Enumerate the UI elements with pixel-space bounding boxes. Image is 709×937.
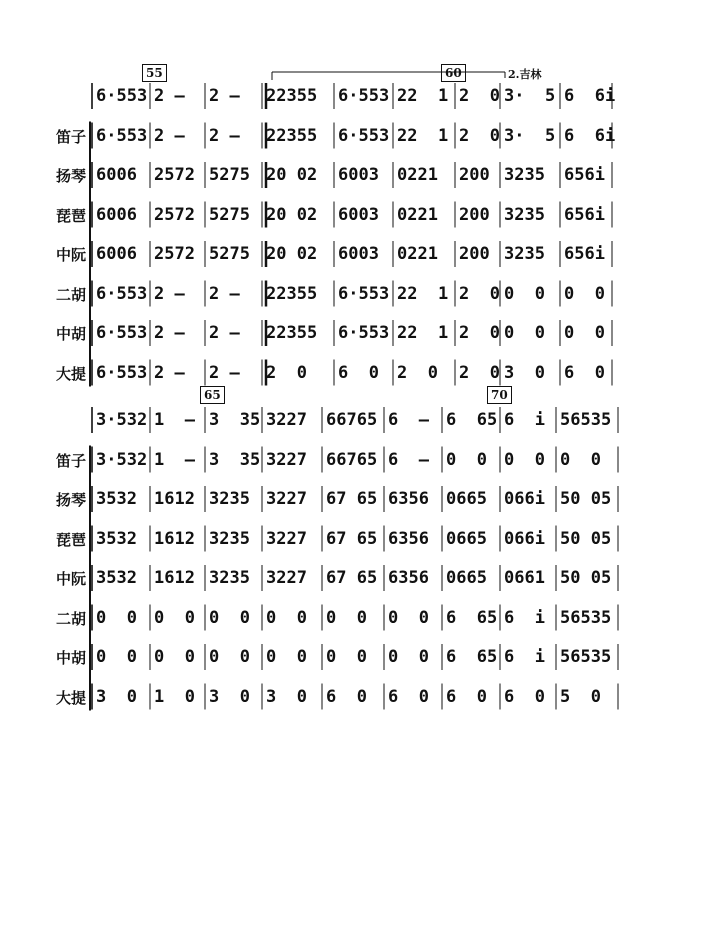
measure-notes: 6 6i: [564, 125, 616, 146]
rehearsal-mark-65: 65: [200, 386, 225, 404]
measure-notes: 0 0: [209, 647, 250, 667]
measure-notes: 3 35: [209, 410, 261, 430]
measure-notes: 22355: [266, 86, 318, 106]
measure-notes: 6 i: [504, 607, 545, 628]
measure-notes: 2 –: [154, 362, 185, 383]
measure-notes: 1612: [154, 528, 195, 549]
measure-notes: 6·553: [96, 125, 148, 146]
measure-notes: 3227: [266, 568, 307, 588]
measure-notes: 200: [459, 204, 490, 225]
measure-notes: 50 05: [560, 568, 612, 588]
measure-notes: 3235: [504, 244, 545, 264]
measure-notes: 3·532: [96, 449, 148, 470]
measure-notes: 6 –: [388, 410, 429, 430]
measure-notes: 3227: [266, 489, 307, 509]
part-label: 大提: [55, 364, 86, 383]
measure-notes: 5 0: [560, 686, 601, 707]
measure-notes: 6003: [338, 244, 379, 264]
measure-notes: 67 65: [326, 489, 378, 509]
measure-notes: 6·553: [338, 125, 390, 146]
measure-notes: 6006: [96, 204, 137, 225]
measure-notes: 50 05: [560, 528, 612, 549]
measure-notes: 6·553: [338, 86, 390, 106]
part-label: 二胡: [55, 609, 86, 628]
measure-notes: 66765: [326, 410, 378, 430]
measure-notes: 22355: [266, 125, 318, 146]
measure-notes: 6 0: [564, 362, 605, 383]
rehearsal-mark-70: 70: [487, 386, 512, 404]
measure-notes: 6003: [338, 204, 379, 225]
measure-notes: 66765: [326, 449, 378, 470]
measure-notes: 0 0: [564, 283, 605, 304]
measure-notes: 6 0: [326, 686, 367, 707]
measure-notes: 3· 5: [504, 125, 556, 146]
measure-notes: 3·532: [96, 410, 148, 430]
measure-notes: 2 –: [209, 86, 240, 106]
measure-notes: 0221: [397, 204, 438, 225]
measure-notes: 0665: [446, 568, 487, 588]
measure-notes: 066i: [504, 528, 545, 549]
measure-notes: 3532: [96, 568, 137, 588]
measure-notes: 0661: [504, 568, 545, 588]
measure-notes: 67 65: [326, 528, 378, 549]
measure-notes: 6 0: [338, 362, 379, 383]
measure-notes: 6003: [338, 165, 379, 185]
measure-notes: 3 0: [504, 362, 545, 383]
measure-notes: 3 0: [96, 686, 137, 707]
measure-notes: 2 0: [266, 362, 307, 383]
measure-notes: 2 –: [209, 362, 240, 383]
measure-notes: 0221: [397, 165, 438, 185]
measure-notes: 22 1: [397, 283, 449, 304]
measure-notes: 0 0: [564, 323, 605, 343]
measure-notes: 5275: [209, 244, 250, 264]
measure-notes: 3 0: [266, 686, 307, 707]
measure-notes: 0665: [446, 489, 487, 509]
measure-notes: 6 6i: [564, 86, 616, 106]
measure-notes: 6 i: [504, 647, 545, 667]
measure-notes: 2 –: [154, 283, 185, 304]
measure-notes: 3227: [266, 449, 307, 470]
measure-notes: 6 0: [388, 686, 429, 707]
measure-notes: 6·553: [96, 86, 148, 106]
part-label: 中阮: [55, 570, 86, 588]
measure-notes: 3532: [96, 489, 137, 509]
measure-notes: 2 –: [154, 323, 185, 343]
measure-notes: 656i: [564, 244, 605, 264]
measure-notes: 2572: [154, 165, 195, 185]
part-label: 笛子: [55, 451, 86, 470]
measure-notes: 6356: [388, 568, 429, 588]
measure-notes: 0 0: [266, 647, 307, 667]
measure-notes: 0 0: [560, 449, 601, 470]
measure-notes: 0 0: [446, 449, 487, 470]
measure-notes: 0 0: [266, 607, 307, 628]
measure-notes: 6006: [96, 165, 137, 185]
measure-notes: 6·553: [96, 283, 148, 304]
rehearsal-mark-60: 60: [441, 64, 466, 82]
measure-notes: 22 1: [397, 86, 449, 106]
measure-notes: 2 0: [459, 283, 500, 304]
measure-notes: 5275: [209, 204, 250, 225]
measure-notes: 0 0: [96, 607, 137, 628]
measure-notes: 6·553: [338, 323, 390, 343]
rehearsal-mark-55: 55: [142, 64, 167, 82]
measure-notes: 2 0: [459, 125, 500, 146]
measure-notes: 56535: [560, 410, 612, 430]
measure-notes: 56535: [560, 607, 612, 628]
part-label: 琵琶: [55, 530, 86, 549]
measure-notes: 50 05: [560, 489, 612, 509]
measure-notes: 2 –: [209, 323, 240, 343]
measure-notes: 6 65: [446, 607, 498, 628]
measure-notes: 656i: [564, 204, 605, 225]
measure-notes: 0 0: [388, 607, 429, 628]
part-label: 二胡: [55, 285, 86, 304]
measure-notes: 3235: [504, 204, 545, 225]
measure-notes: 0665: [446, 528, 487, 549]
measure-notes: 56535: [560, 647, 612, 667]
measure-notes: 3235: [209, 568, 250, 588]
measure-notes: 2572: [154, 244, 195, 264]
measure-notes: 3235: [504, 165, 545, 185]
measure-notes: 2572: [154, 204, 195, 225]
measure-notes: 2 –: [209, 125, 240, 146]
measure-notes: 6 i: [504, 410, 545, 430]
measure-notes: 2 0: [459, 323, 500, 343]
measure-notes: 2 0: [459, 362, 500, 383]
part-label: 中胡: [55, 649, 86, 667]
measure-notes: 0 0: [154, 607, 195, 628]
measure-notes: 2 0: [459, 86, 500, 106]
measure-notes: 67 65: [326, 568, 378, 588]
measure-notes: 22355: [266, 323, 318, 343]
part-label: 扬琴: [55, 491, 86, 509]
measure-notes: 3 35: [209, 449, 261, 470]
measure-notes: 0 0: [326, 607, 367, 628]
measure-notes: 3227: [266, 528, 307, 549]
measure-notes: 6·553: [96, 323, 148, 343]
measure-notes: 3227: [266, 410, 307, 430]
measure-notes: 1 0: [154, 686, 195, 707]
part-label: 扬琴: [55, 167, 86, 185]
measure-notes: 0 0: [96, 647, 137, 667]
measure-notes: 0 0: [209, 607, 250, 628]
measure-notes: 0 0: [504, 323, 545, 343]
measure-notes: 200: [459, 244, 490, 264]
part-label: 琵琶: [55, 206, 86, 225]
measure-notes: 0 0: [504, 283, 545, 304]
measure-notes: 6·553: [338, 283, 390, 304]
measure-notes: 2 0: [397, 362, 438, 383]
measure-notes: 1 –: [154, 410, 195, 430]
measure-notes: 0 0: [388, 647, 429, 667]
measure-notes: 3235: [209, 489, 250, 509]
measure-notes: 2 –: [154, 86, 185, 106]
measure-notes: 656i: [564, 165, 605, 185]
measure-notes: 3 0: [209, 686, 250, 707]
measure-notes: 6 0: [446, 686, 487, 707]
measure-notes: 6356: [388, 528, 429, 549]
measure-notes: 1 –: [154, 449, 195, 470]
measure-notes: 22 1: [397, 125, 449, 146]
measure-notes: 6006: [96, 244, 137, 264]
measure-notes: 20 02: [266, 165, 318, 185]
measure-notes: 6 –: [388, 449, 429, 470]
measure-notes: 5275: [209, 165, 250, 185]
measure-notes: 3235: [209, 528, 250, 549]
measure-notes: 0 0: [504, 449, 545, 470]
measure-notes: 1612: [154, 568, 195, 588]
measure-notes: 0221: [397, 244, 438, 264]
measure-notes: 2 –: [209, 283, 240, 304]
measure-notes: 0 0: [154, 647, 195, 667]
part-label: 大提: [55, 688, 86, 707]
part-label: 笛子: [55, 127, 86, 146]
measure-notes: 6 65: [446, 410, 498, 430]
measure-notes: 20 02: [266, 204, 318, 225]
measure-notes: 3· 5: [504, 86, 556, 106]
part-label: 中胡: [55, 325, 86, 343]
measure-notes: 22 1: [397, 323, 449, 343]
measure-notes: 3532: [96, 528, 137, 549]
measure-notes: 6·553: [96, 362, 148, 383]
measure-notes: 22355: [266, 283, 318, 304]
measure-notes: 20 02: [266, 244, 318, 264]
volta-label: 2.吉林: [508, 68, 542, 81]
part-label: 中阮: [55, 246, 86, 264]
measure-notes: 200: [459, 165, 490, 185]
measure-notes: 0 0: [326, 647, 367, 667]
measure-notes: 2 –: [154, 125, 185, 146]
measure-notes: 066i: [504, 489, 545, 509]
measure-notes: 6 65: [446, 647, 498, 667]
measure-notes: 6356: [388, 489, 429, 509]
measure-notes: 6 0: [504, 686, 545, 707]
measure-notes: 1612: [154, 489, 195, 509]
